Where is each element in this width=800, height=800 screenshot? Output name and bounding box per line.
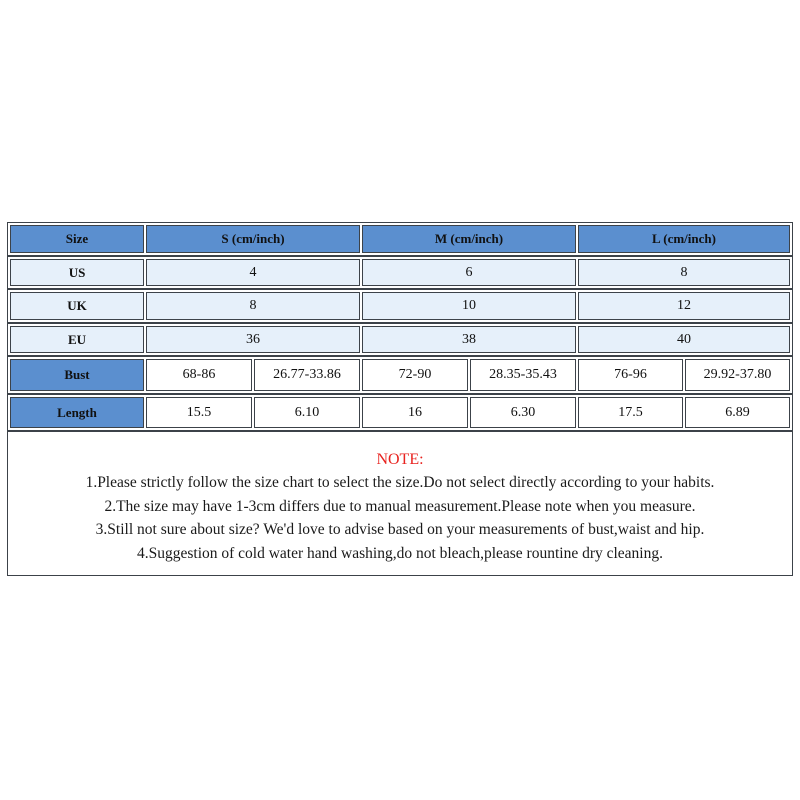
table-row-length (7, 394, 793, 431)
row-label-us: US (10, 259, 144, 286)
cell-eu-m: 38 (362, 326, 576, 353)
table-row-eu (7, 323, 793, 356)
row-label-bust: Bust (10, 359, 144, 391)
note-line-2: 2.The size may have 1-3cm differs due to manual measurement.Please note when you measure. (104, 497, 696, 515)
header-size-s: S (cm/inch) (146, 225, 360, 253)
cell-eu-l: 40 (578, 326, 790, 353)
header-size-l: L (cm/inch) (578, 225, 790, 253)
note-box (7, 431, 793, 576)
table-row-us (7, 256, 793, 289)
table-row-uk (7, 289, 793, 323)
header-size-m: M (cm/inch) (362, 225, 576, 253)
cell-us-l: 8 (578, 259, 790, 286)
cell-eu-s: 36 (146, 326, 360, 353)
cell-us-s: 4 (146, 259, 360, 286)
cell-bust-m-cm: 72-90 (362, 359, 468, 391)
cell-length-m-cm: 16 (362, 397, 468, 428)
cell-length-s-cm: 15.5 (146, 397, 252, 428)
row-label-uk: UK (10, 292, 144, 320)
cell-length-l-inch: 6.89 (685, 397, 790, 428)
cell-uk-l: 12 (578, 292, 790, 320)
cell-length-l-cm: 17.5 (578, 397, 683, 428)
note-title: NOTE: (376, 451, 424, 468)
cell-bust-s-cm: 68-86 (146, 359, 252, 391)
note-line-3: 3.Still not sure about size? We'd love to advise based on your measurements of bust,waist and hip. (95, 521, 705, 538)
cell-us-m: 6 (362, 259, 576, 286)
note-line-4: 4.Suggestion of cold water hand washing,do not bleach,please rountine dry cleaning. (136, 544, 663, 562)
header-size-label: Size (10, 225, 144, 253)
cell-bust-l-cm: 76-96 (578, 359, 683, 391)
row-label-length: Length (10, 397, 144, 428)
row-label-eu: EU (10, 326, 144, 353)
cell-length-s-inch: 6.10 (254, 397, 360, 428)
table-row-bust (7, 356, 793, 394)
cell-length-m-inch: 6.30 (470, 397, 576, 428)
cell-bust-m-inch: 28.35-35.43 (470, 359, 576, 391)
note-line-1: 1.Please strictly follow the size chart to select the size.Do not select directly according to your habits. (85, 474, 715, 491)
cell-uk-m: 10 (362, 292, 576, 320)
cell-bust-l-inch: 29.92-37.80 (685, 359, 790, 391)
cell-uk-s: 8 (146, 292, 360, 320)
header-row (7, 222, 793, 256)
cell-bust-s-inch: 26.77-33.86 (254, 359, 360, 391)
